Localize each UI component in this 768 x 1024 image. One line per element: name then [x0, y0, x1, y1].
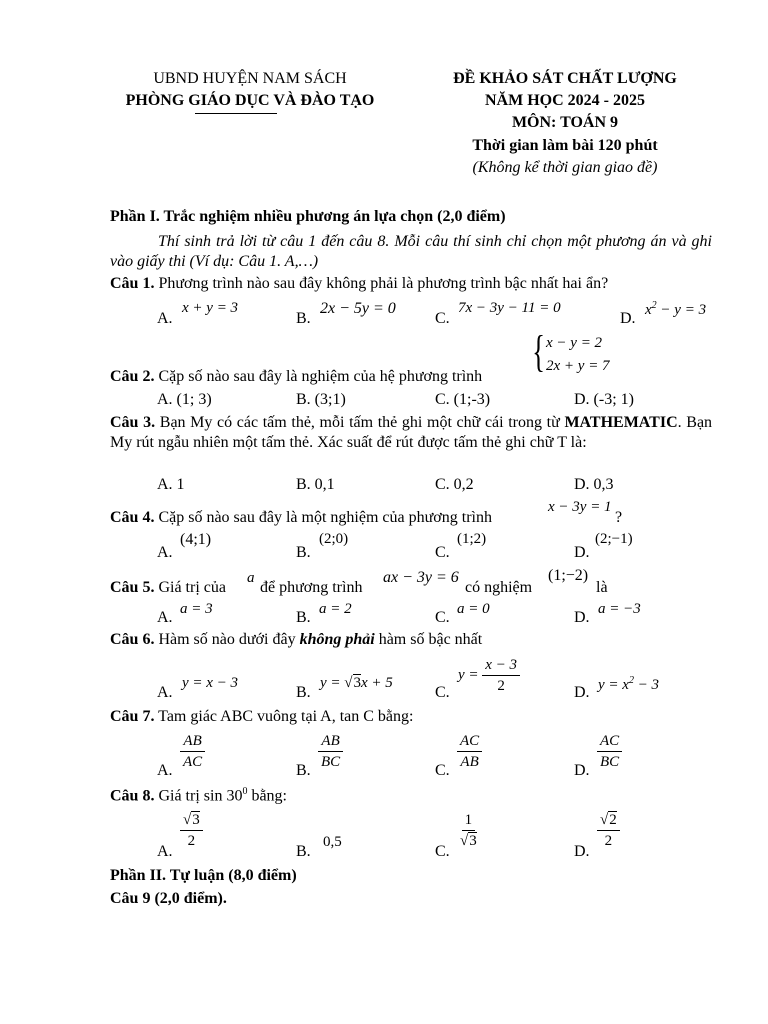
q8-option-b-val: 0,5 [323, 834, 342, 850]
q4-option-c-val: (1;2) [457, 531, 487, 547]
q2-option-c: C. (1;-3) [435, 391, 491, 408]
duration-note: (Không kể thời gian giao đề) [472, 159, 658, 176]
q1-option-b-eq: 2x − 5y = 0 [320, 300, 396, 317]
q5-variable: a [247, 570, 255, 586]
question-5: Câu 5. Giá trị của [110, 579, 226, 596]
q4-option-a: A. [157, 544, 173, 561]
part1-title: Phần I. Trắc nghiệm nhiều phương án lựa chọn (2,0 điểm) [110, 208, 506, 225]
q4-option-d: D. [574, 544, 590, 561]
q4-option-d-val: (2;−1) [595, 531, 633, 547]
question-4: Câu 4. Cặp số nào sau đây là một nghiệm của phương trình [110, 509, 492, 526]
q4-option-b-val: (2;0) [319, 531, 349, 547]
q3-option-c: C. 0,2 [435, 476, 474, 493]
q4-option-b: B. [296, 544, 311, 561]
system-eq-2: 2x + y = 7 [546, 358, 610, 374]
q8-option-d-val: $\frac{√2}{2}$ [597, 810, 620, 851]
q5-option-c-val: a = 0 [457, 601, 490, 617]
org-name: UBND HUYỆN NAM SÁCH [153, 70, 347, 87]
question-9: Câu 9 (2,0 điểm). [110, 890, 227, 907]
q1-option-d-eq: $x^2 - y = 3$ [645, 300, 707, 318]
q4-question-mark: ? [615, 509, 623, 526]
subject: MÔN: TOÁN 9 [511, 114, 619, 131]
q7-option-d-val: $\frac{AC}{BC}$ [597, 731, 622, 772]
q5-option-d: D. [574, 609, 590, 626]
q5-text-3: có nghiệm [465, 579, 533, 596]
q2-option-a: A. (1; 3) [157, 391, 212, 408]
q7-option-c: C. [435, 762, 450, 779]
q5-option-a-val: a = 3 [180, 601, 213, 617]
q2-option-b: B. (3;1) [296, 391, 346, 408]
q4-option-c: C. [435, 544, 450, 561]
q6-option-a-val: y = x − 3 [182, 675, 239, 691]
q6-option-d-val: $y = x^2 - 3$ [598, 675, 660, 693]
q6-option-a: A. [157, 684, 173, 701]
q3-option-d: D. 0,3 [574, 476, 614, 493]
q7-option-b: B. [296, 762, 311, 779]
question-2: Câu 2. Cặp số nào sau đây là nghiệm của hệ phương trình [110, 368, 483, 385]
q1-option-b: B. [296, 310, 311, 327]
q5-option-c: C. [435, 609, 450, 626]
q5-option-d-val: a = −3 [598, 601, 641, 617]
q6-option-b: B. [296, 684, 311, 701]
q8-option-b: B. [296, 843, 311, 860]
question-3: Câu 3. Bạn My có các tấm thẻ, mỗi tấm thẻ ghi một chữ cái trong từ MATHEMATIC. Bạn My rút ngẫu nhiên một tấm thẻ. Xác suất để rút được tấm thẻ ghi chữ T là: [110, 414, 713, 451]
q8-option-c: C. [435, 843, 450, 860]
q1-option-a: A. [157, 310, 173, 327]
q5-option-b: B. [296, 609, 311, 626]
exam-title: ĐỀ KHẢO SÁT CHẤT LƯỢNG [453, 70, 677, 87]
part1-instruction: Thí sinh trả lời từ câu 1 đến câu 8. Mỗi câu thí sinh chỉ chọn một phương án và ghi vào giấy thi (Ví dụ: Câu 1. A,…) [110, 233, 712, 270]
q6-option-c: C. [435, 684, 450, 701]
duration: Thời gian làm bài 120 phút [472, 137, 658, 154]
q2-option-d: D. (-3; 1) [574, 391, 634, 408]
q6-option-c-val: y = $\frac{x - 3}{2}$ [458, 655, 520, 696]
q8-option-c-val: $\frac{1}{√3}$ [460, 812, 477, 849]
q1-option-d: D. [620, 310, 636, 327]
school-year: NĂM HỌC 2024 - 2025 [485, 92, 645, 109]
q6-option-b-val: y = √3x + 5 [320, 675, 393, 691]
q7-option-a: A. [157, 762, 173, 779]
q8-option-a-val: $\frac{√3}{2}$ [180, 810, 203, 851]
q3-option-b: B. 0,1 [296, 476, 335, 493]
q5-text-4: là [596, 579, 608, 596]
q6-option-d: D. [574, 684, 590, 701]
q7-option-b-val: $\frac{AB}{BC}$ [318, 731, 343, 772]
q5-option-b-val: a = 2 [319, 601, 352, 617]
system-brace: { [532, 327, 545, 376]
question-7: Câu 7. Tam giác ABC vuông tại A, tan C bằng: [110, 708, 414, 725]
q5-text-2: để phương trình [260, 579, 363, 596]
question-8: Câu 8. Giá trị $\sin 30^0$ bằng: [110, 786, 287, 805]
header-divider [195, 113, 277, 114]
q5-option-a: A. [157, 609, 173, 626]
q7-option-d: D. [574, 762, 590, 779]
question-1: Câu 1. Phương trình nào sau đây không phải là phương trình bậc nhất hai ẩn? [110, 275, 609, 292]
q7-option-c-val: $\frac{AC}{AB}$ [457, 731, 482, 772]
q4-option-a-val: (4;1) [180, 531, 212, 548]
q1-option-a-eq: x + y = 3 [182, 300, 239, 316]
q1-option-c-eq: 7x − 3y − 11 = 0 [458, 300, 561, 316]
part2-title: Phần II. Tự luận (8,0 điểm) [110, 867, 297, 884]
q7-option-a-val: $\frac{AB}{AC}$ [180, 731, 205, 772]
q3-option-a: A. 1 [157, 476, 185, 493]
q5-point: (1;−2) [548, 567, 589, 584]
system-eq-1: x − y = 2 [546, 335, 603, 351]
q8-option-d: D. [574, 843, 590, 860]
question-6: Câu 6. Hàm số nào dưới đây không phải hàm số bậc nhất [110, 631, 483, 648]
department-name: PHÒNG GIÁO DỤC VÀ ĐÀO TẠO [125, 92, 375, 109]
q5-equation: ax − 3y = 6 [383, 569, 459, 586]
q8-option-a: A. [157, 843, 173, 860]
q4-equation: x − 3y = 1 [548, 499, 612, 515]
q1-option-c: C. [435, 310, 450, 327]
